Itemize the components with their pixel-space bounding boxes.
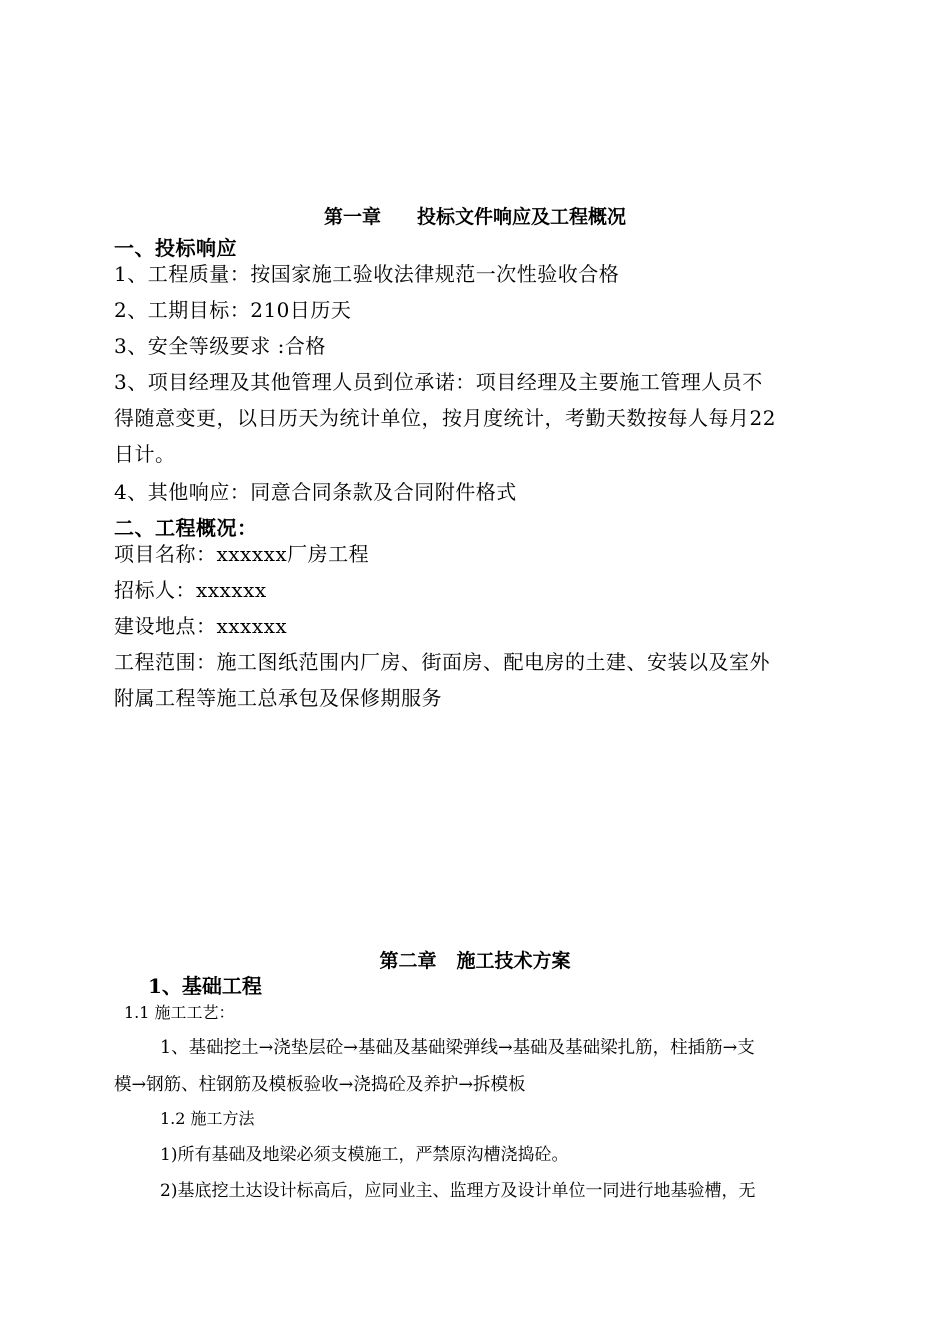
chapter1-title-number: 第一章 <box>323 206 381 228</box>
response-item-other: 4、其他响应：同意合同条款及合同附件格式 <box>114 480 517 504</box>
subheading-construction-method: 1.2 施工方法 <box>160 1109 255 1128</box>
response-item-manager-line3: 日计。 <box>114 442 176 466</box>
overview-scope-line2: 附属工程等施工总承包及保修期服务 <box>114 686 442 710</box>
overview-project-name: 项目名称：xxxxxx厂房工程 <box>114 542 370 566</box>
response-item-duration: 2、工期目标：210日历天 <box>114 298 352 322</box>
overview-tenderer: 招标人：xxxxxx <box>114 578 267 602</box>
chapter1-title <box>0 202 950 229</box>
chapter1-title-text: 投标文件响应及工程概况 <box>417 206 627 228</box>
subheading-construction-process: 1.1 施工工艺： <box>124 1003 235 1022</box>
overview-scope-line1: 工程范围：施工图纸范围内厂房、街面房、配电房的土建、安装以及室外 <box>114 650 770 674</box>
chapter2-title-number: 第二章 <box>379 950 437 972</box>
response-item-manager-line1: 3、项目经理及其他管理人员到位承诺：项目经理及主要施工管理人员不 <box>114 370 763 394</box>
response-item-safety: 3、安全等级要求 :合格 <box>114 334 326 358</box>
response-item-quality: 1、工程质量：按国家施工验收法律规范一次性验收合格 <box>114 262 620 286</box>
method-item-2: 2)基底挖土达设计标高后，应同业主、监理方及设计单位一同进行地基验槽，无 <box>160 1181 756 1201</box>
section-heading-foundation: 1、基础工程 <box>148 974 262 998</box>
response-item-manager-line2: 得随意变更，以日历天为统计单位，按月度统计，考勤天数按每人每月22 <box>114 406 776 430</box>
section-heading-overview: 二、工程概况： <box>114 516 258 540</box>
process-line1: 1、基础挖土→浇垫层砼→基础及基础梁弹线→基础及基础梁扎筋，柱插筋→支 <box>160 1038 755 1058</box>
section-heading-bid-response: 一、投标响应 <box>114 236 237 260</box>
chapter2-title <box>0 946 950 973</box>
process-line2: 模→钢筋、柱钢筋及模板验收→浇捣砼及养护→拆模板 <box>114 1075 526 1095</box>
overview-location: 建设地点：xxxxxx <box>114 614 288 638</box>
chapter2-title-text: 施工技术方案 <box>456 950 571 972</box>
method-item-1: 1)所有基础及地梁必须支模施工，严禁原沟槽浇捣砼。 <box>160 1145 569 1165</box>
